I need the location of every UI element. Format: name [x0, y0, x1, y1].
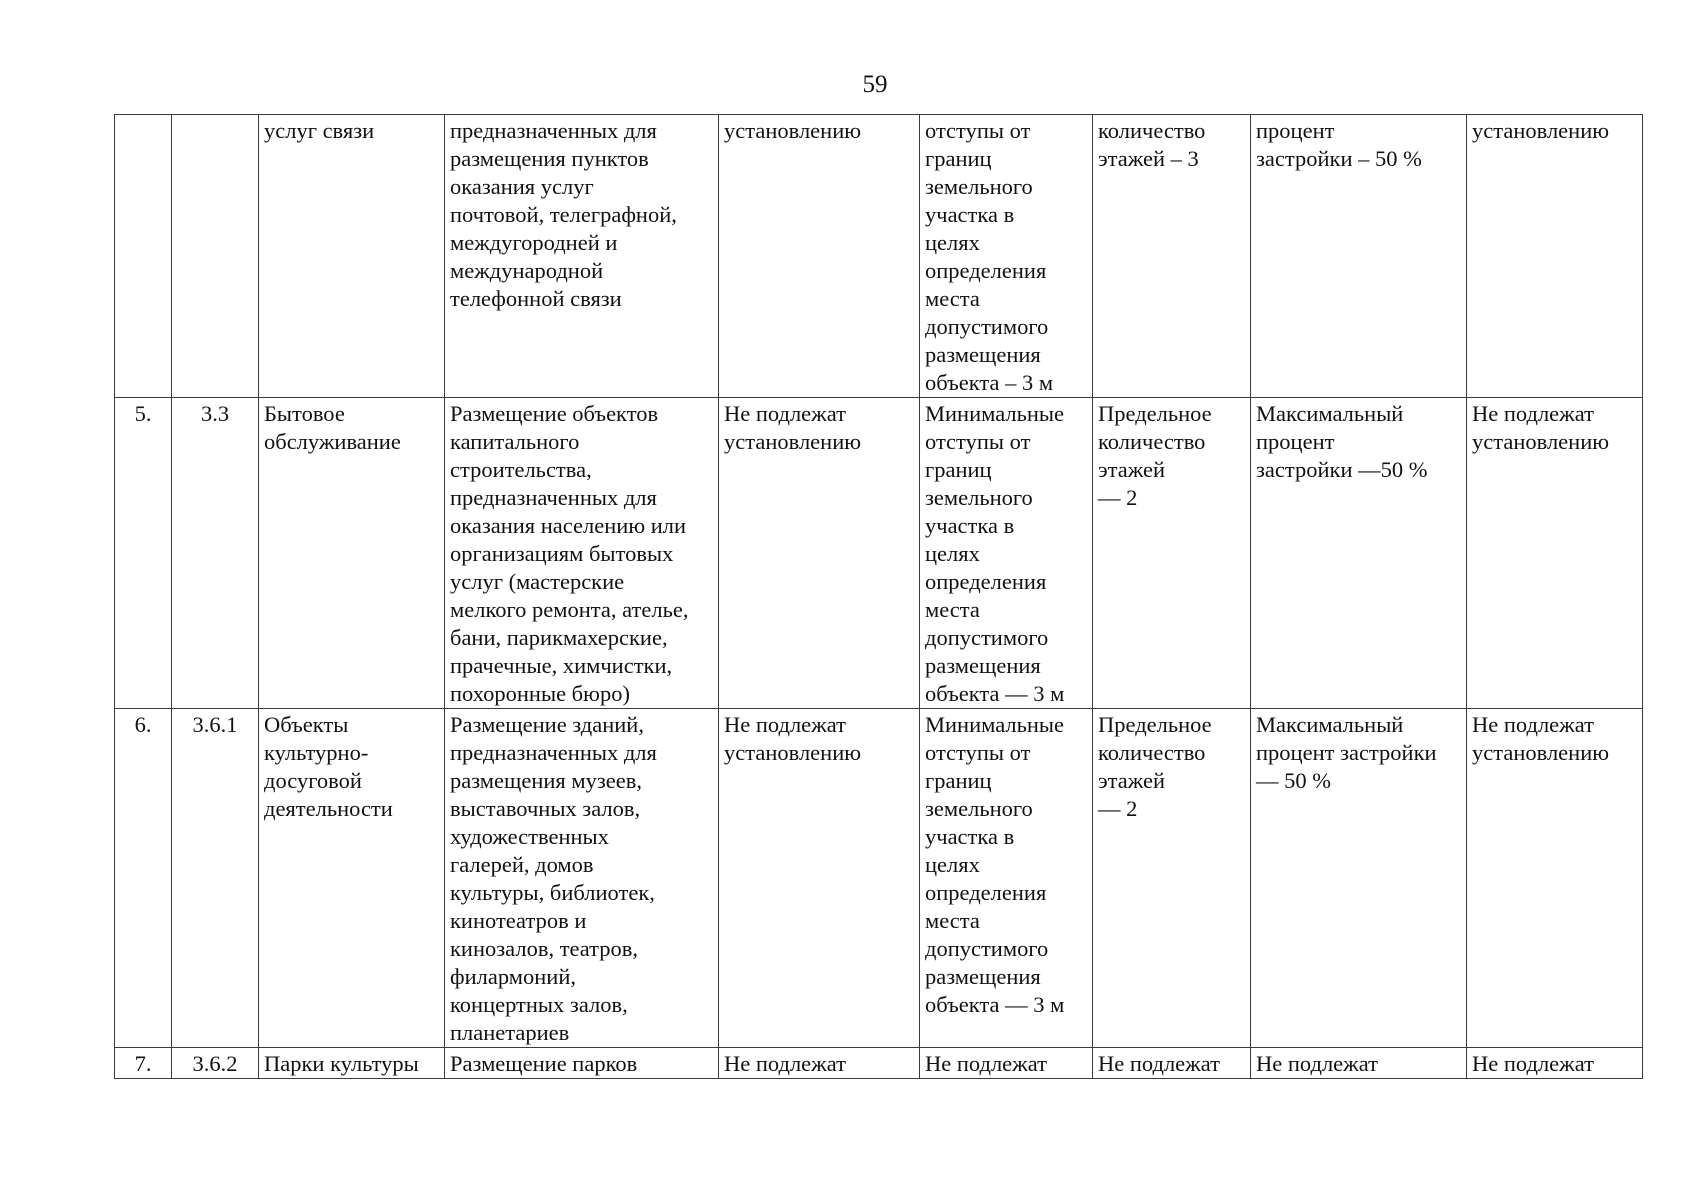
cell-text-line: целях	[925, 852, 980, 877]
cell-text-line: процент	[1256, 118, 1335, 143]
cell-text-line: этажей	[1098, 768, 1166, 793]
cell-text-line: почтовой, телеграфной,	[450, 202, 677, 227]
cell-text-line: концертных залов,	[450, 992, 628, 1017]
cell-text-line: культуры, библиотек,	[450, 880, 655, 905]
cell-text-line: определения	[925, 569, 1047, 594]
cell-text-line: прачечные, химчистки,	[450, 653, 673, 678]
row-number-cell: 7.	[115, 1048, 172, 1079]
cell-text-line: количество	[1098, 118, 1206, 143]
cell-text-line: Объекты	[264, 712, 349, 737]
row-number-cell: 5.	[115, 398, 172, 709]
table-row	[115, 398, 1643, 709]
plot-size-cell	[719, 398, 920, 709]
cell-text-line: международной	[450, 258, 604, 283]
cell-text-line: Размещение объектов	[450, 401, 659, 426]
cell-text-line: Не подлежат	[724, 401, 846, 426]
cell-text-line: допустимого	[925, 936, 1049, 961]
cell-text-line: застройки —50 %	[1256, 457, 1428, 482]
other-params-cell	[1467, 709, 1643, 1048]
cell-text-line: Бытовое	[264, 401, 345, 426]
other-params-cell	[1467, 1048, 1643, 1079]
cell-text-line: установлению	[1472, 118, 1610, 143]
cell-text-line: количество	[1098, 740, 1206, 765]
land-use-regulations-table	[114, 114, 1643, 1079]
cell-text-line: места	[925, 597, 980, 622]
cell-text-line: границ	[925, 146, 992, 171]
cell-text-line: капитального	[450, 429, 580, 454]
cell-text-line: предназначенных для	[450, 740, 657, 765]
cell-text-line: планетариев	[450, 1020, 570, 1045]
cell-text-line: Минимальные	[925, 712, 1065, 737]
cell-text-line: художественных	[450, 824, 609, 849]
use-code-cell: 3.6.1	[172, 709, 259, 1048]
cell-text-line: услуг связи	[264, 118, 375, 143]
cell-text-line: — 50 %	[1256, 768, 1331, 793]
cell-text-line: процент застройки	[1256, 740, 1437, 765]
floors-cell	[1093, 115, 1251, 398]
cell-text-line: отступы от	[925, 118, 1031, 143]
cell-text-line: места	[925, 286, 980, 311]
cell-text-line: — 2	[1098, 796, 1138, 821]
cell-text-line: оказания услуг	[450, 174, 594, 199]
cell-text-line: Максимальный	[1256, 712, 1404, 737]
cell-text-line: участка в	[925, 824, 1015, 849]
cell-text-line: этажей	[1098, 457, 1166, 482]
cell-text-line: отступы от	[925, 429, 1031, 454]
cell-text-line: междугородней и	[450, 230, 618, 255]
cell-text-line: галерей, домов	[450, 852, 594, 877]
other-params-cell	[1467, 115, 1643, 398]
plot-size-cell	[719, 1048, 920, 1079]
cell-text-line: Минимальные	[925, 401, 1065, 426]
cell-text-line: обслуживание	[264, 429, 401, 454]
cell-text-line: определения	[925, 880, 1047, 905]
cell-text-line: Не подлежат	[1098, 1051, 1220, 1076]
floors-cell	[1093, 398, 1251, 709]
cell-text-line: предназначенных для	[450, 118, 657, 143]
setbacks-cell	[920, 115, 1093, 398]
page-number: 59	[862, 71, 888, 98]
setbacks-cell	[920, 398, 1093, 709]
floors-cell	[1093, 709, 1251, 1048]
use-name-cell	[259, 1048, 445, 1079]
cell-text-line: кинотеатров и	[450, 908, 587, 933]
use-name-cell	[259, 709, 445, 1048]
use-description-cell	[445, 115, 719, 398]
cell-text-line: места	[925, 908, 980, 933]
plot-size-cell	[719, 115, 920, 398]
cell-text-line: этажей – 3	[1098, 146, 1199, 171]
cell-text-line: Размещение парков	[450, 1051, 638, 1076]
cell-text-line: похоронные бюро)	[450, 681, 630, 706]
row-number-cell: 6.	[115, 709, 172, 1048]
cell-text-line: застройки – 50 %	[1256, 146, 1422, 171]
cell-text-line: Предельное	[1098, 712, 1212, 737]
cell-text-line: Не подлежат	[724, 712, 846, 737]
coverage-cell	[1251, 709, 1467, 1048]
coverage-cell	[1251, 1048, 1467, 1079]
cell-text-line: размещения музеев,	[450, 768, 642, 793]
cell-text-line: участка в	[925, 202, 1015, 227]
cell-text-line: установлению	[724, 429, 862, 454]
cell-text-line: кинозалов, театров,	[450, 936, 639, 961]
cell-text-line: Размещение зданий,	[450, 712, 644, 737]
cell-text-line: Не подлежат	[1472, 401, 1594, 426]
cell-text-line: отступы от	[925, 740, 1031, 765]
cell-text-line: участка в	[925, 513, 1015, 538]
cell-text-line: культурно-	[264, 740, 369, 765]
cell-text-line: установлению	[1472, 740, 1610, 765]
cell-text-line: установлению	[1472, 429, 1610, 454]
cell-text-line: услуг (мастерские	[450, 569, 625, 594]
cell-text-line: филармоний,	[450, 964, 576, 989]
cell-text-line: Не подлежат	[724, 1051, 846, 1076]
cell-text-line: процент	[1256, 429, 1335, 454]
use-description-cell	[445, 1048, 719, 1079]
cell-text-line: Максимальный	[1256, 401, 1404, 426]
cell-text-line: Не подлежат	[1472, 1051, 1594, 1076]
use-code-cell: 3.3	[172, 398, 259, 709]
cell-text-line: Парки культуры	[264, 1051, 419, 1076]
cell-text-line: установлению	[724, 118, 862, 143]
table-row	[115, 1048, 1643, 1079]
cell-text-line: целях	[925, 230, 980, 255]
cell-text-line: границ	[925, 457, 992, 482]
other-params-cell	[1467, 398, 1643, 709]
cell-text-line: строительства,	[450, 457, 592, 482]
cell-text-line: объекта — 3 м	[925, 681, 1065, 706]
use-name-cell	[259, 115, 445, 398]
use-description-cell	[445, 709, 719, 1048]
cell-text-line: допустимого	[925, 625, 1049, 650]
table-row	[115, 709, 1643, 1048]
cell-text-line: границ	[925, 768, 992, 793]
setbacks-cell	[920, 709, 1093, 1048]
cell-text-line: выставочных залов,	[450, 796, 641, 821]
coverage-cell	[1251, 115, 1467, 398]
cell-text-line: определения	[925, 258, 1047, 283]
cell-text-line: мелкого ремонта, ателье,	[450, 597, 689, 622]
floors-cell	[1093, 1048, 1251, 1079]
coverage-cell	[1251, 398, 1467, 709]
row-number-cell	[115, 115, 172, 398]
cell-text-line: Не подлежат	[1472, 712, 1594, 737]
cell-text-line: деятельности	[264, 796, 393, 821]
cell-text-line: Не подлежат	[925, 1051, 1047, 1076]
cell-text-line: организациям бытовых	[450, 541, 674, 566]
use-code-cell: 3.6.2	[172, 1048, 259, 1079]
table-row	[115, 115, 1643, 398]
cell-text-line: размещения	[925, 653, 1041, 678]
cell-text-line: земельного	[925, 796, 1033, 821]
cell-text-line: бани, парикмахерские,	[450, 625, 668, 650]
cell-text-line: Не подлежат	[1256, 1051, 1378, 1076]
use-code-cell	[172, 115, 259, 398]
use-name-cell	[259, 398, 445, 709]
cell-text-line: количество	[1098, 429, 1206, 454]
cell-text-line: допустимого	[925, 314, 1049, 339]
cell-text-line: объекта – 3 м	[925, 370, 1054, 395]
cell-text-line: размещения пунктов	[450, 146, 649, 171]
cell-text-line: установлению	[724, 740, 862, 765]
cell-text-line: земельного	[925, 485, 1033, 510]
use-description-cell	[445, 398, 719, 709]
setbacks-cell	[920, 1048, 1093, 1079]
plot-size-cell	[719, 709, 920, 1048]
cell-text-line: — 2	[1098, 485, 1138, 510]
cell-text-line: размещения	[925, 342, 1041, 367]
cell-text-line: досуговой	[264, 768, 362, 793]
cell-text-line: оказания населению или	[450, 513, 687, 538]
cell-text-line: размещения	[925, 964, 1041, 989]
cell-text-line: целях	[925, 541, 980, 566]
cell-text-line: предназначенных для	[450, 485, 657, 510]
cell-text-line: земельного	[925, 174, 1033, 199]
cell-text-line: объекта — 3 м	[925, 992, 1065, 1017]
cell-text-line: телефонной связи	[450, 286, 622, 311]
cell-text-line: Предельное	[1098, 401, 1212, 426]
